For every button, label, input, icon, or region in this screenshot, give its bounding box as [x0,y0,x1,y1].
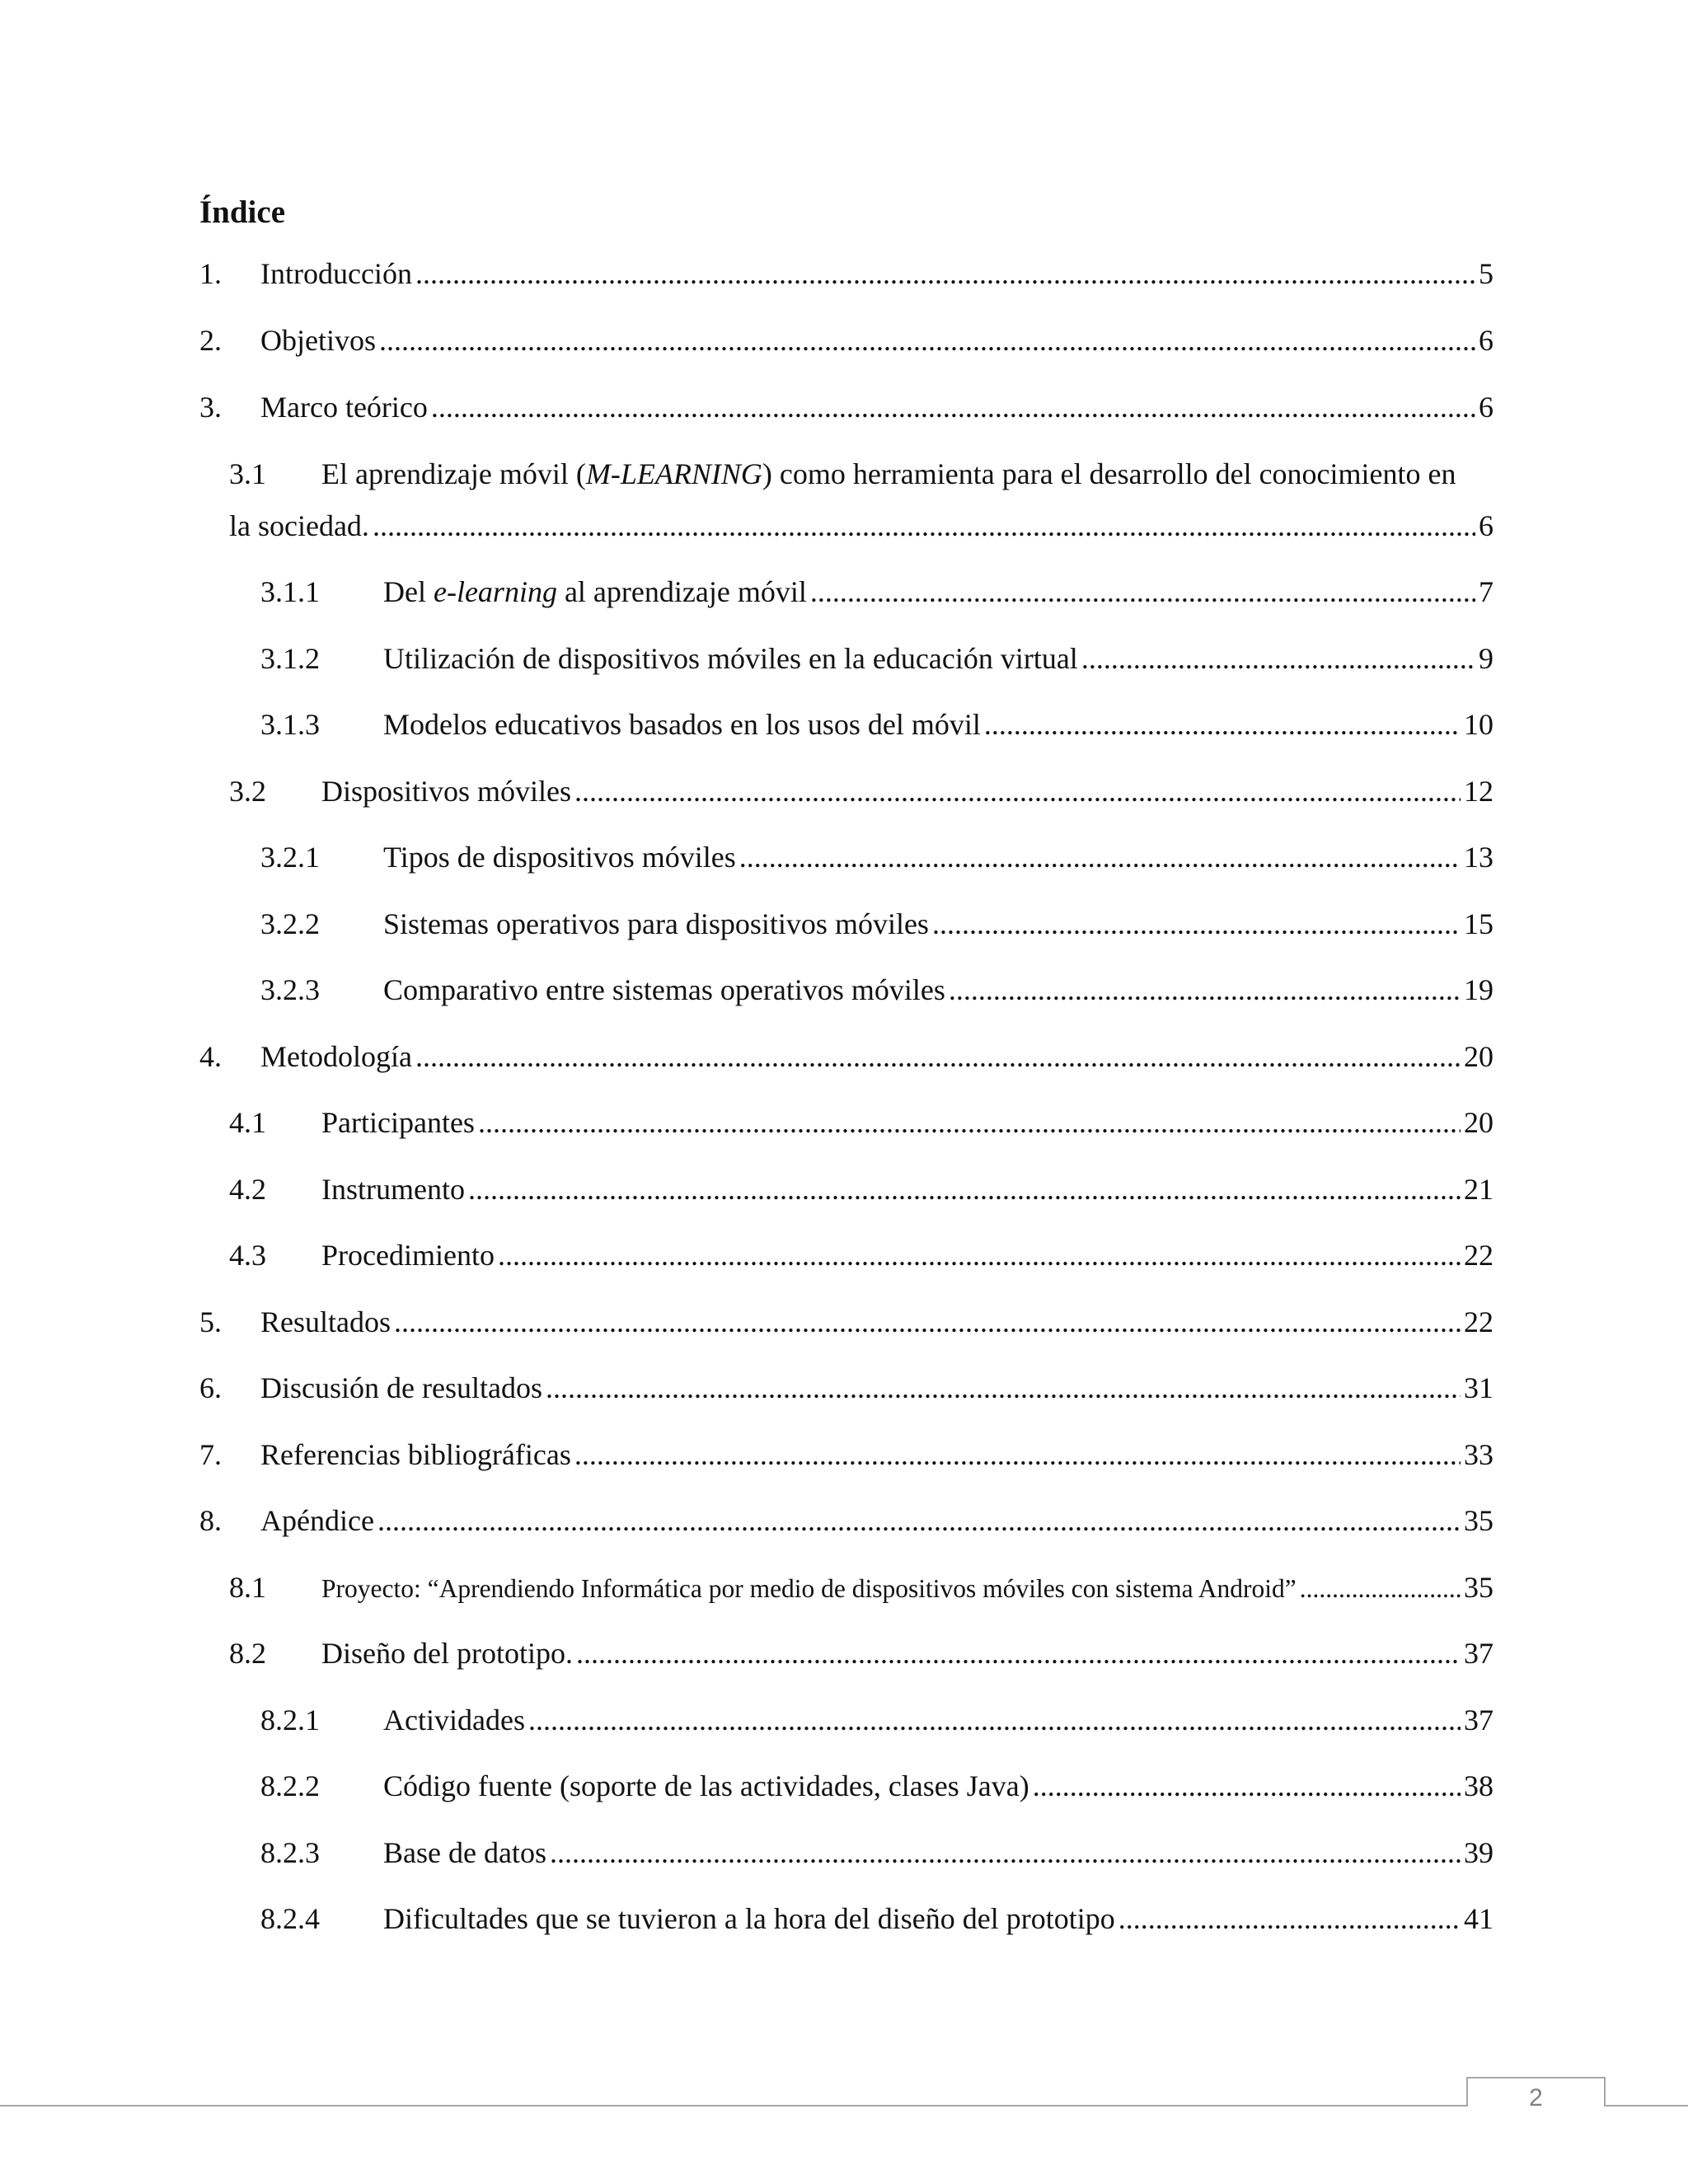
dot-leader [550,1836,1461,1869]
toc-title: Comparativo entre sistemas operativos móviles [383,973,945,1006]
toc-entry-8[interactable] [199,1504,1493,1537]
toc-title: la sociedad. [229,509,369,542]
toc-page-number: 38 [1464,1769,1493,1802]
toc-entry-3-1-3[interactable] [260,708,1493,741]
toc-page-number: 35 [1464,1571,1493,1604]
toc-page-number: 21 [1464,1173,1493,1206]
toc-title: Introducción [260,257,412,290]
toc-number: 3.2.1 [260,841,320,874]
toc-title: Sistemas operativos para dispositivos móviles [383,907,929,940]
toc-entry-3-2-3[interactable] [260,973,1493,1006]
toc-page-number: 6 [1479,324,1493,357]
toc-page-number: 13 [1464,841,1493,874]
toc-entry-3-1-2[interactable] [260,642,1493,675]
toc-entry-4-1[interactable] [229,1106,1493,1139]
toc-entry-8-2-2[interactable] [260,1769,1493,1802]
toc-page-number: 35 [1464,1504,1493,1537]
toc-title-part: al aprendizaje móvil [556,575,807,608]
toc-title: Modelos educativos basados en los usos del móvil [383,708,981,741]
toc-title: Diseño del prototipo. [321,1637,573,1670]
toc-page-number: 33 [1464,1438,1493,1471]
toc-entry-3-1-continued[interactable] [229,509,1493,542]
footer-rule-right [1604,2105,1688,2107]
toc-number: 3.1 [229,457,266,490]
toc-entry-3-2-1[interactable] [260,841,1493,874]
toc-entry-8-2-1[interactable] [260,1704,1493,1736]
dot-leader [1033,1769,1461,1802]
dot-leader [546,1371,1461,1404]
toc-page-number: 41 [1464,1902,1493,1935]
dot-leader [576,1637,1461,1670]
toc-title [383,575,807,608]
toc-page-number: 20 [1464,1040,1493,1073]
toc-entry-4[interactable] [199,1040,1493,1073]
footer-rule-left [0,2105,1466,2107]
toc-page-number: 20 [1464,1106,1493,1139]
toc-number: 2. [199,324,222,357]
dot-leader [810,575,1475,608]
dot-leader [1300,1572,1461,1605]
toc-title: Utilización de dispositivos móviles en la educación virtual [383,642,1078,675]
toc-number: 1. [199,257,222,290]
toc-page-number: 19 [1464,973,1493,1006]
toc-title: Instrumento [321,1173,465,1206]
dot-leader [528,1704,1461,1736]
dot-leader [478,1106,1461,1139]
dot-leader [415,257,1475,290]
toc-page-number: 15 [1464,907,1493,940]
toc-page-number: 37 [1464,1637,1493,1670]
toc-number: 7. [199,1438,222,1471]
toc-title: Metodología [260,1040,412,1073]
toc-entry-7[interactable] [199,1438,1493,1471]
toc-title: Código fuente (soporte de las actividades, clases Java) [383,1769,1029,1802]
toc-title: Base de datos [383,1836,546,1869]
toc-entry-3-2-2[interactable] [260,907,1493,940]
toc-entry-3-1-1[interactable] [260,575,1493,608]
toc-title-italic: e-learning [433,575,557,608]
dot-leader [377,1504,1461,1537]
toc-number: 8.1 [229,1571,266,1604]
toc-number: 4.1 [229,1106,266,1139]
dot-leader [932,907,1461,940]
toc-entry-8-1[interactable] [229,1571,1493,1605]
toc-title-part: Del [383,575,434,608]
toc-title-italic: M-LEARNING [585,457,762,490]
toc-number: 8. [199,1504,222,1537]
toc-entry-2[interactable] [199,324,1493,357]
toc-entry-8-2[interactable] [229,1637,1493,1670]
dot-leader [574,775,1461,808]
toc-entry-4-2[interactable] [229,1173,1493,1206]
dot-leader [373,509,1475,542]
toc-page-number: 22 [1464,1239,1493,1272]
toc-page-number: 5 [1479,257,1493,290]
toc-title: Dificultades que se tuvieron a la hora del diseño del prototipo [383,1902,1115,1935]
toc-page-number: 9 [1479,642,1493,675]
toc-number: 3.1.2 [260,642,320,675]
toc-number: 3.1.3 [260,708,320,741]
toc-number: 3. [199,391,222,424]
toc-number: 4.2 [229,1173,266,1206]
toc-entry-3-2[interactable] [229,775,1493,808]
toc-number: 3.1.1 [260,575,320,608]
dot-leader [739,841,1461,874]
toc-number: 3.2 [229,775,266,808]
toc-page-number: 7 [1479,575,1493,608]
dot-leader [949,973,1461,1006]
toc-title: Resultados [260,1305,391,1338]
toc-title-part: ) como herramienta para el desarrollo del conocimiento en [762,457,1456,490]
toc-title-part: El aprendizaje móvil ( [321,457,586,490]
dot-leader [1081,642,1475,675]
toc-entry-3-1[interactable] [229,457,1456,490]
toc-entry-8-2-3[interactable] [260,1836,1493,1869]
toc-page-number: 37 [1464,1704,1493,1736]
toc-page-number: 39 [1464,1836,1493,1869]
toc-number: 6. [199,1371,222,1404]
toc-title: Participantes [321,1106,475,1139]
toc-number: 5. [199,1305,222,1338]
toc-page-number: 31 [1464,1371,1493,1404]
page-number: 2 [1529,2084,1543,2111]
toc-entry-8-2-4[interactable] [260,1902,1493,1935]
toc-number: 8.2.2 [260,1769,320,1802]
toc-page-number: 6 [1479,509,1493,542]
dot-leader [431,391,1475,424]
dot-leader [498,1239,1461,1272]
toc-page-number: 22 [1464,1305,1493,1338]
toc-number: 4. [199,1040,222,1073]
dot-leader [1118,1902,1461,1935]
toc-number: 8.2.4 [260,1902,320,1935]
toc-number: 8.2.3 [260,1836,320,1869]
toc-title: Marco teórico [260,391,428,424]
toc-title: Referencias bibliográficas [260,1438,571,1471]
dot-leader [574,1438,1461,1471]
dot-leader [394,1305,1461,1338]
toc-number: 3.2.3 [260,973,320,1006]
toc-number: 3.2.2 [260,907,320,940]
dot-leader [468,1173,1461,1206]
toc-title: Objetivos [260,324,376,357]
toc-entry-5[interactable] [199,1305,1493,1338]
toc-page-number: 12 [1464,775,1493,808]
dot-leader [415,1040,1461,1073]
toc-entry-4-3[interactable] [229,1239,1493,1272]
toc-title: Dispositivos móviles [321,775,572,808]
toc-entry-1[interactable] [199,257,1493,290]
toc-title: Actividades [383,1704,525,1736]
toc-number: 4.3 [229,1239,266,1272]
toc-number: 8.2 [229,1637,266,1670]
toc-title: Procedimiento [321,1239,495,1272]
toc-title: Discusión de resultados [260,1371,542,1404]
toc-entry-6[interactable] [199,1371,1493,1404]
toc-number: 8.2.1 [260,1704,320,1736]
page-title: Índice [199,194,286,230]
dot-leader [984,708,1461,741]
toc-page-number: 10 [1464,708,1493,741]
toc-title: Tipos de dispositivos móviles [383,841,736,874]
toc-entry-3[interactable] [199,391,1493,424]
toc-title: Apéndice [260,1504,374,1537]
toc-title: Proyecto: “Aprendiendo Informática por medio de dispositivos móviles con sistema Android” [321,1574,1296,1603]
dot-leader [379,324,1475,357]
toc-page-number: 6 [1479,391,1493,424]
